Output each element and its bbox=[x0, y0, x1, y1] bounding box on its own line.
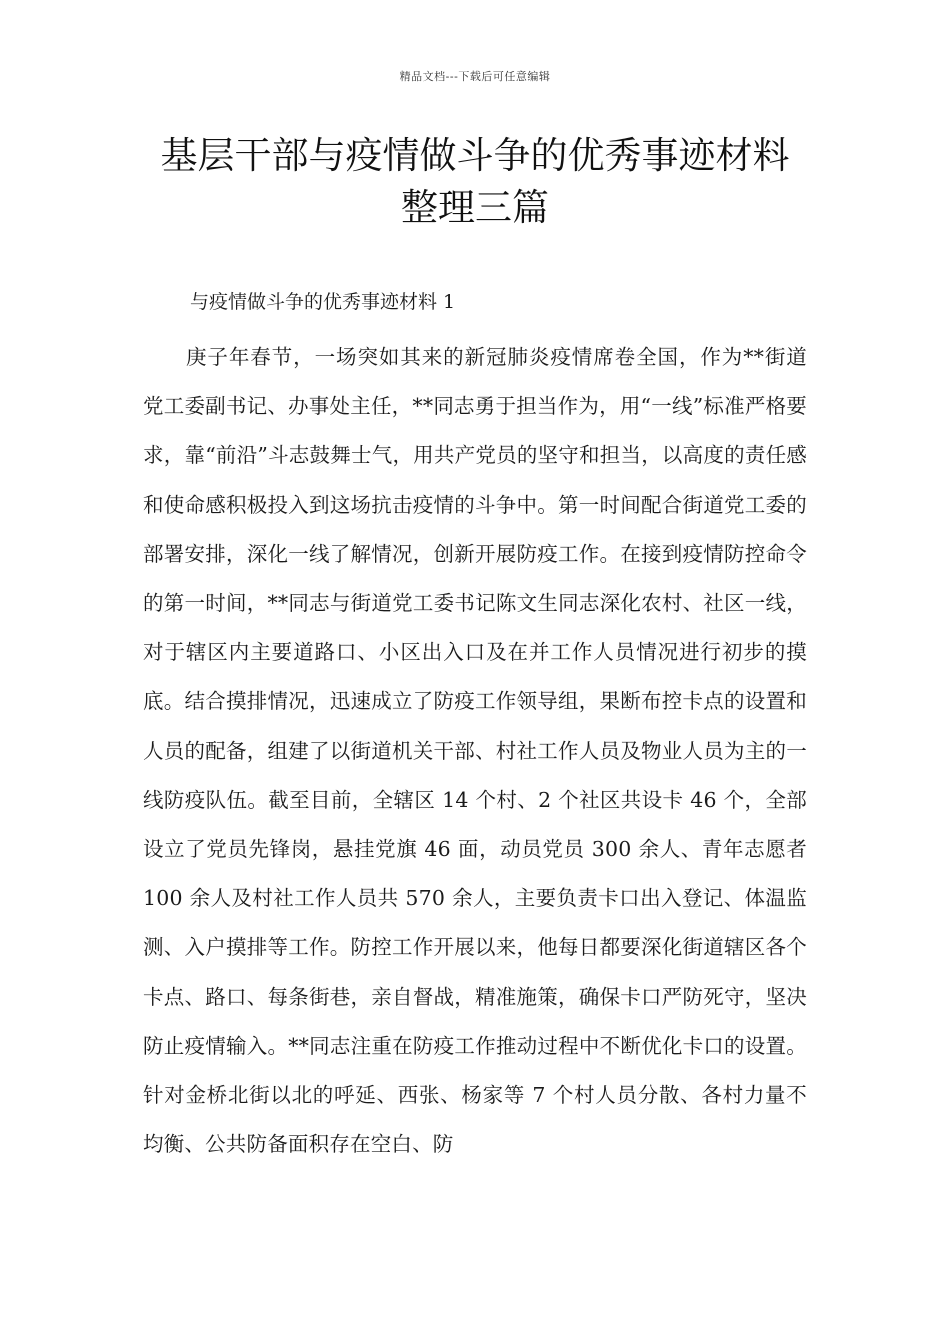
document-title bbox=[100, 130, 850, 234]
header-note: 精品文档---下载后可任意编辑 bbox=[399, 70, 551, 83]
title-line-1: 基层干部与疫情做斗争的优秀事迹材料 bbox=[160, 134, 790, 177]
title-line-2: 整理三篇 bbox=[401, 186, 549, 229]
section-heading: 与疫情做斗争的优秀事迹材料 1 bbox=[190, 291, 456, 313]
body-paragraph: 庚子年春节，一场突如其来的新冠肺炎疫情席卷全国，作为**街道党工委副书记、办事处主任，**同志勇于担当作为，用“一线”标准严格要求，靠“前沿”斗志鼓舞士气，用共产党员的坚守和担当，以高度的责任感和使命感积极投入到这场抗击疫情的斗争中。第一时间配合街道党工委的部署安排，深化一线了解情况，创新开展防疫工作。在接到疫情防控命令的第一时间，**同志与街道党工委书记陈文生同志深化农村、社区一线，对于辖区内主要道路口、小区出入口及在并工作人员情况进行初步的摸底。结合摸排情况，迅速成立了防疫工作领导组，果断布控卡点的设置和人员的配备，组建了以街道机关干部、村社工作人员及物业人员为主的一线防疫队伍。截至目前，全辖区 14 个村、2 个社区共设卡 46 个，全部设立了党员先锋岗，悬挂党旗 46 面，动员党员 300 余人、青年志愿者 100 余人及村社工作人员共 570 余人，主要负责卡口出入登记、体温监测、入户摸排等工作。防控工作开展以来，他每日都要深化街道辖区各个卡点、路口、每条街巷，亲自督战，精准施策，确保卡口严防死守，坚决防止疫情输入。**同志注重在防疫工作推动过程中不断优化卡口的设置。针对金桥北街以北的呼延、西张、杨家等 7 个村人员分散、各村力量不均衡、公共防备面积存在空白、防 bbox=[143, 345, 807, 1157]
